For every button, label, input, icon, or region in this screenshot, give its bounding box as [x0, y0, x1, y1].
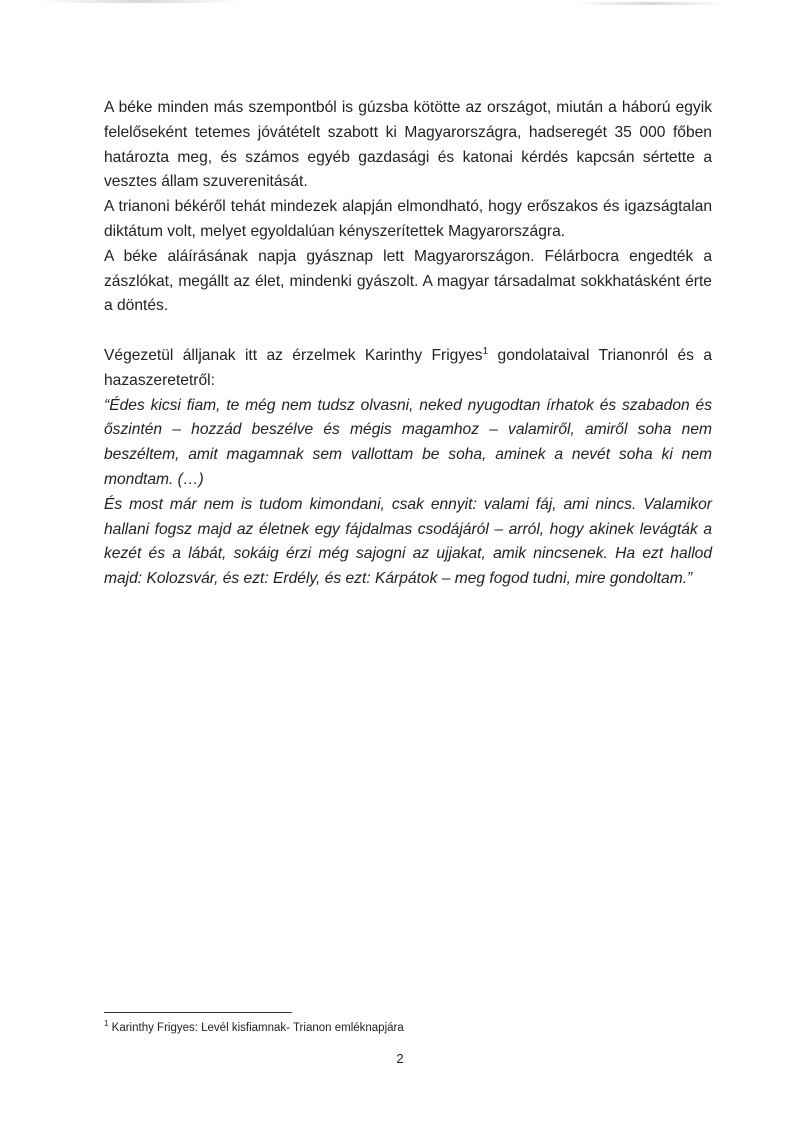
paragraph: A béke aláírásának napja gyásznap lett Magyarországon. Félárbocra engedték a zászlókat, megállt az élet, mindenki gyászolt. A magyar társadalmat sokkhatásként érte a döntés.: [104, 247, 712, 315]
quote-paragraph: És most már nem is tudom kimondani, csak ennyit: valami fáj, ami nincs. Valamikor hallani fogsz majd az életnek egy fájdalmas csodájáról – arról, hogy akinek levágták a kezét és a lábát, sokáig érzi még sajogni az ujjakat, amik nincsenek. Ha ezt hallod majd: Kolozsvár, és ezt: Erdély, és ezt: Kárpátok – meg fogod tudni, mire gondoltam.”: [104, 495, 712, 588]
footnote: [104, 1020, 712, 1036]
paragraph: A béke minden más szempontból is gúzsba kötötte az országot, miután a háború egyik felelőseként tetemes jóvátételt szabott ki Magyarországra, hadseregét 35 000 főben határozta meg, és számos egyéb gazdasági és katonai kérdés kapcsán sértette a vesztes állam szuverenitását.: [104, 99, 712, 191]
paragraph-spacer: [104, 319, 712, 344]
footnote-number: 1: [104, 1019, 109, 1029]
scan-artifact: [40, 0, 240, 3]
paragraph: A trianoni békéről tehát mindezek alapján elmondható, hogy erőszakos és igazságtalan diktátum volt, melyet egyoldalúan kényszerítettek Magyarországra.: [104, 198, 712, 240]
footnote-reference[interactable]: 1: [482, 345, 489, 357]
intro-text-end: gondolataival Trianonról és a hazaszeretetről:: [104, 346, 712, 389]
page-number: 2: [396, 1051, 404, 1066]
main-text: [104, 96, 712, 592]
footnote-divider: [104, 1012, 292, 1013]
scan-artifact: [575, 2, 725, 5]
intro-text: Végezetül álljanak itt az érzelmek Karinthy Frigyes: [104, 346, 483, 364]
quote-paragraph: “Édes kicsi fiam, te még nem tudsz olvasni, neked nyugodtan írhatok és szabadon és őszintén – hozzád beszélve és mégis magamhoz – valamiről, amiről soha nem beszéltem, amit magamnak sem vallottam be soha, aminek a nevét soha ki nem mondtam. (…): [104, 396, 712, 488]
paragraph-intro-quote: [104, 344, 712, 394]
footnote-text: Karinthy Frigyes: Levél kisfiamnak- Trianon emléknapjára: [111, 1022, 404, 1034]
